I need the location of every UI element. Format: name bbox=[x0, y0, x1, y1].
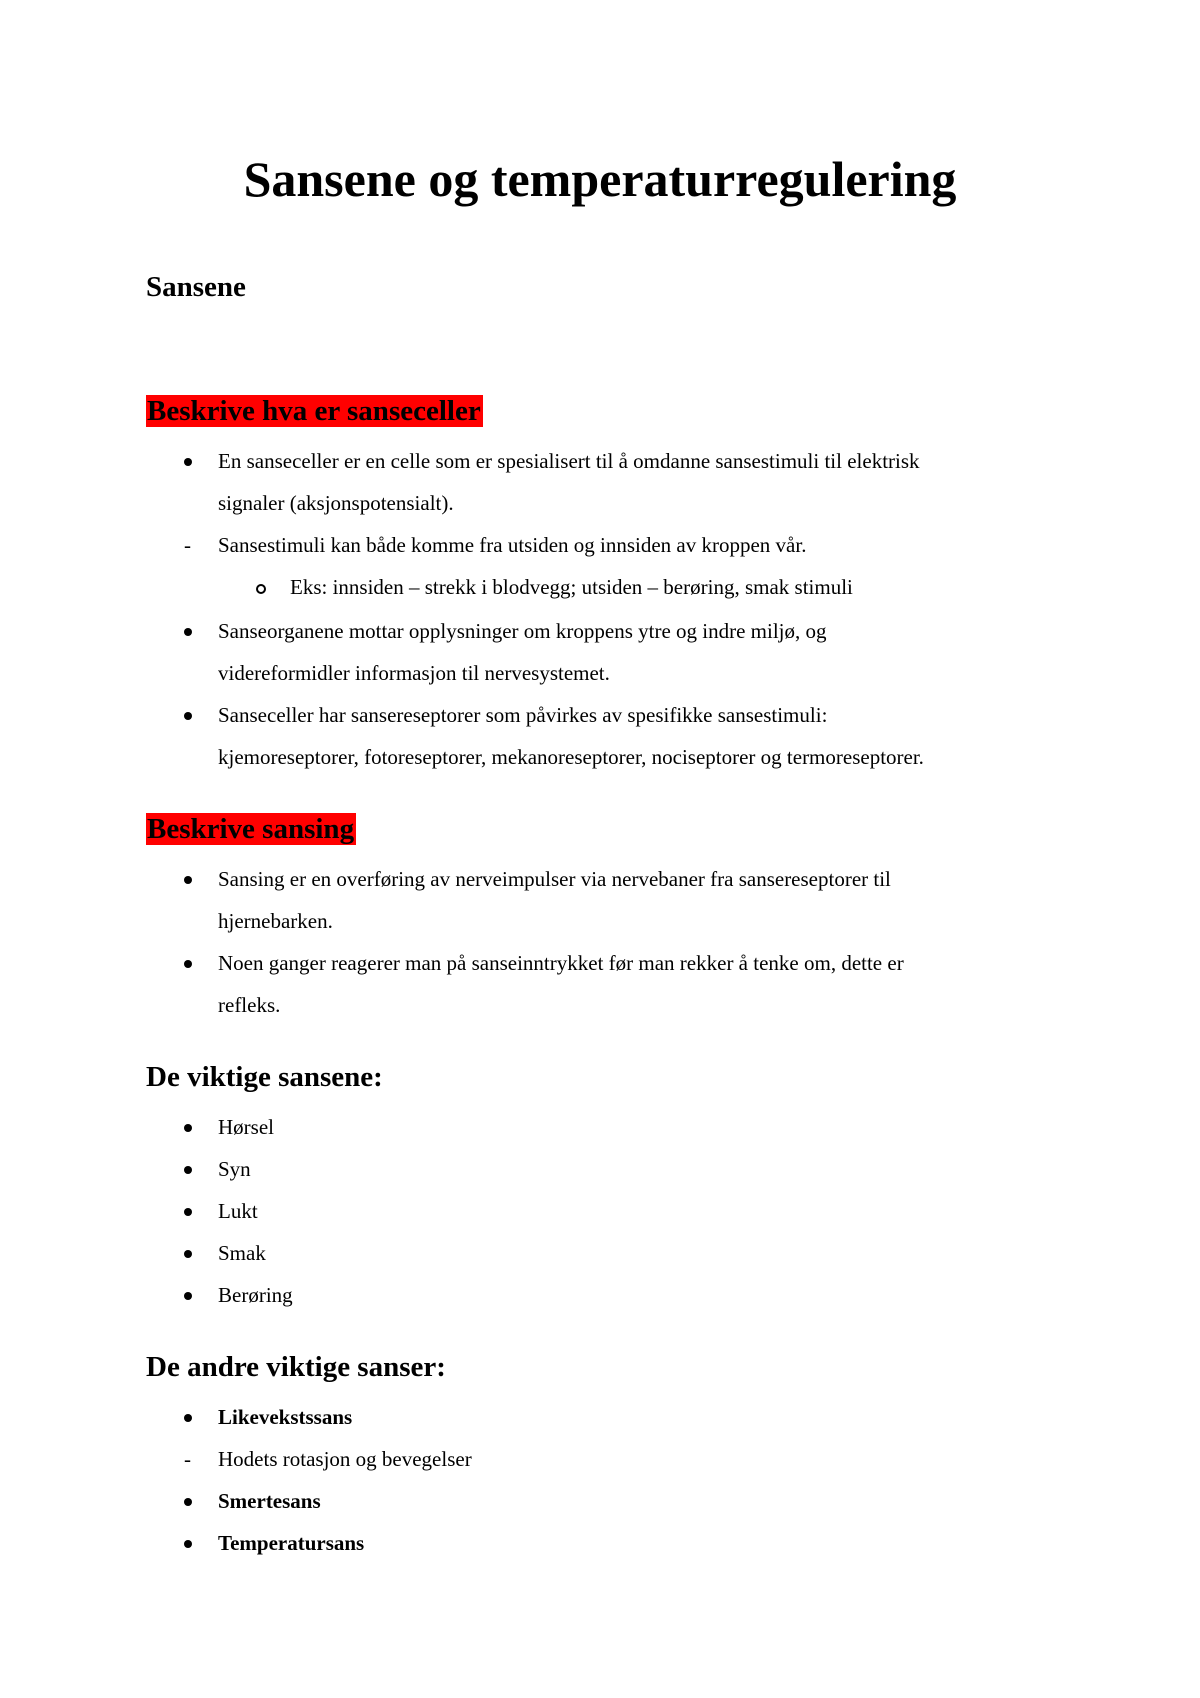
document-title: Sansene og temperaturregulering bbox=[243, 151, 957, 207]
section-heading-sanseceller bbox=[146, 392, 483, 430]
bullet-icon bbox=[184, 960, 192, 968]
list-item: Hørsel bbox=[218, 1115, 274, 1139]
sub-list-item-line: Eks: innsiden – strekk i blodvegg; utsiden – berøring, smak stimuli bbox=[290, 575, 853, 599]
highlighted-heading: Beskrive hva er sanseceller bbox=[147, 395, 481, 427]
dash-marker: - bbox=[184, 1447, 191, 1471]
list-item: Smertesans bbox=[218, 1489, 321, 1513]
bullet-icon bbox=[184, 1250, 192, 1258]
list-item-line: Sanseceller har sansereseptorer som påvirkes av spesifikke sansestimuli: bbox=[218, 703, 828, 727]
list-item: Hodets rotasjon og bevegelser bbox=[218, 1447, 472, 1471]
highlighted-heading: Beskrive sansing bbox=[147, 813, 355, 845]
list-item: Syn bbox=[218, 1157, 251, 1181]
list-item-line: Sansing er en overføring av nerveimpulser via nervebaner fra sansereseptorer til bbox=[218, 867, 891, 891]
list-item: Temperatursans bbox=[218, 1531, 365, 1555]
bullet-icon bbox=[184, 1414, 192, 1422]
bullet-icon bbox=[184, 458, 192, 466]
list-item-line: videreformidler informasjon til nervesystemet. bbox=[218, 661, 610, 685]
bullet-icon bbox=[184, 712, 192, 720]
hollow-bullet-icon bbox=[256, 584, 266, 594]
dash-marker: - bbox=[184, 533, 191, 557]
list-item: Likevekstssans bbox=[218, 1405, 353, 1429]
list-item-line: Sansestimuli kan både komme fra utsiden og innsiden av kroppen vår. bbox=[218, 533, 807, 557]
bullet-icon bbox=[184, 1166, 192, 1174]
list-item: Berøring bbox=[218, 1283, 293, 1307]
bullet-icon bbox=[184, 1292, 192, 1300]
section-heading-viktige-sansene: De viktige sansene: bbox=[146, 1061, 383, 1093]
list-item-line: signaler (aksjonspotensialt). bbox=[218, 491, 454, 515]
list-item: Lukt bbox=[218, 1199, 258, 1223]
list-item-line: refleks. bbox=[218, 993, 281, 1017]
bullet-icon bbox=[184, 876, 192, 884]
bullet-icon bbox=[184, 1124, 192, 1132]
list-item-line: kjemoreseptorer, fotoreseptorer, mekanoreseptorer, nociseptorer og termoreseptorer. bbox=[218, 745, 924, 769]
list-item-line: Sanseorganene mottar opplysninger om kroppens ytre og indre miljø, og bbox=[218, 619, 827, 643]
list-item-line: hjernebarken. bbox=[218, 909, 333, 933]
list-item-line: Noen ganger reagerer man på sanseinntrykket før man rekker å tenke om, dette er bbox=[218, 951, 904, 975]
section-heading-sansing bbox=[146, 810, 356, 848]
bullet-icon bbox=[184, 1208, 192, 1216]
section-heading-andre-sanser: De andre viktige sanser: bbox=[146, 1351, 446, 1383]
bullet-icon bbox=[184, 1498, 192, 1506]
list-item-line: En sanseceller er en celle som er spesialisert til å omdanne sansestimuli til elektrisk bbox=[218, 449, 920, 473]
bullet-icon bbox=[184, 1540, 192, 1548]
bullet-icon bbox=[184, 628, 192, 636]
list-item: Smak bbox=[218, 1241, 266, 1265]
section-heading-sansene: Sansene bbox=[146, 271, 246, 303]
